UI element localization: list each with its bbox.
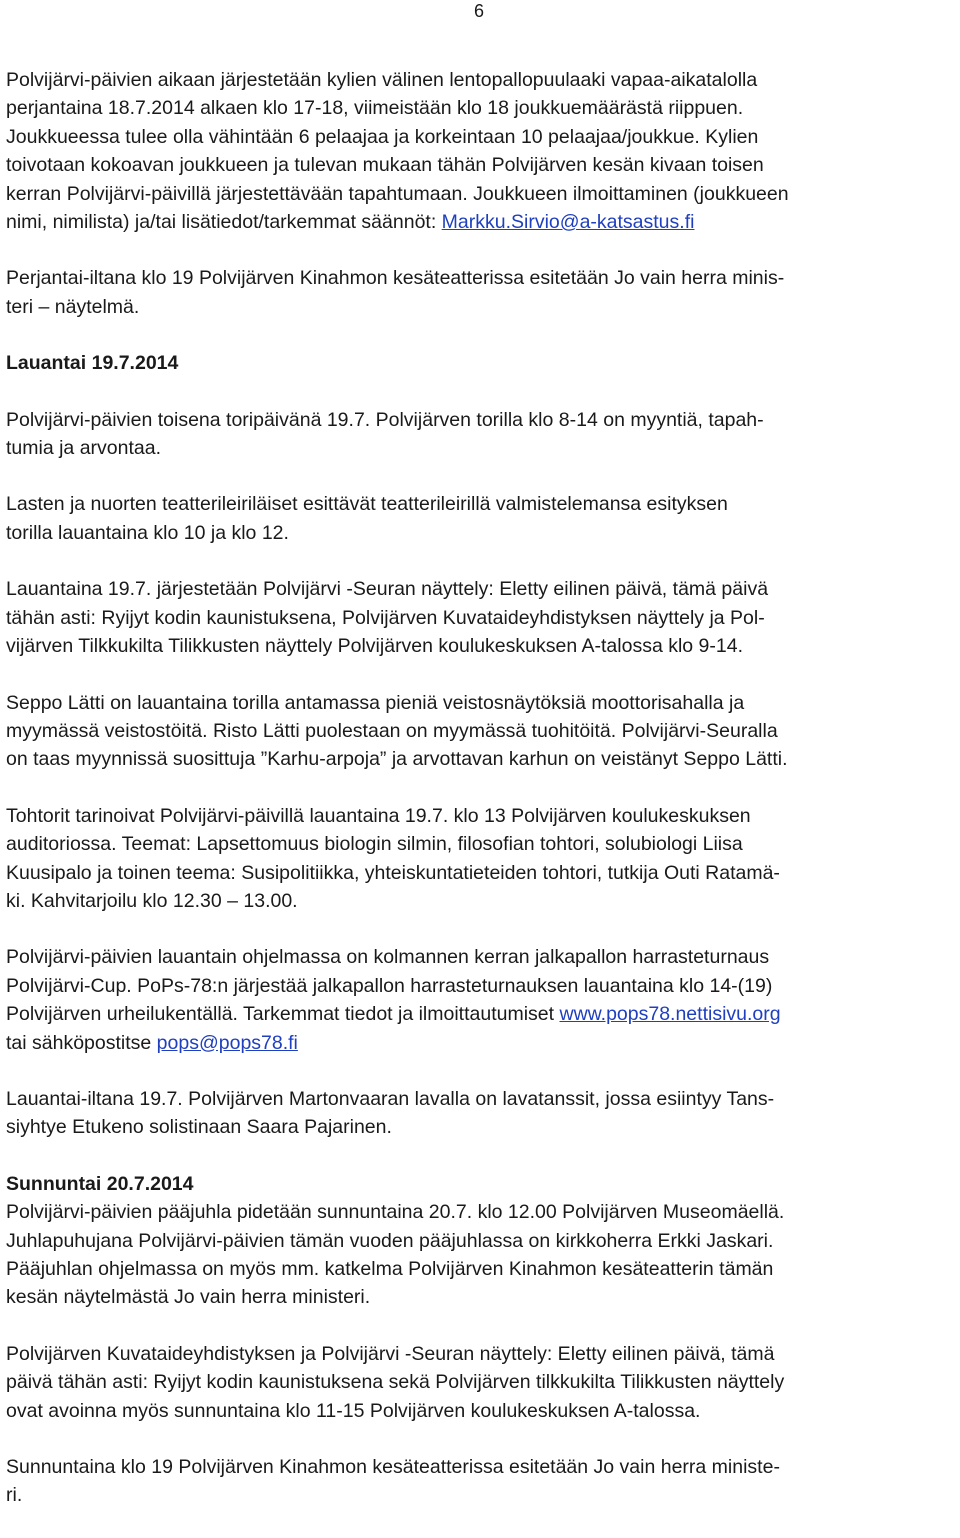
text-segment: Polvijärvi-päivien lauantain ohjelmassa on kolmannen kerran jalkapallon harrasteturnaus [6,946,770,969]
text-line [6,575,958,603]
paragraph [6,943,958,1057]
text-segment: Lasten ja nuorten teatterileiriläiset esittävät teatterileirillä valmistelemansa esityksen [6,493,728,516]
text-segment: auditoriossa. Teemat: Lapsettomuus biologin silmin, filosofian tohtori, solubiologi Liisa [6,833,743,856]
text-line [6,1029,958,1057]
text-segment: on taas myynnissä suosittuja ”Karhu-arpoja” ja arvottavan karhun on veistänyt Seppo Lätti. [6,748,788,771]
text-line [6,94,958,122]
text-line [6,887,958,915]
paragraph [6,264,958,321]
text-segment: nimi, nimilista) ja/tai lisätiedot/tarkemmat säännöt: [6,211,442,234]
text-segment: tähän asti: Ryijyt kodin kaunistuksena, Polvijärven Kuvataideyhdistyksen näyttely ja Pol- [6,606,765,629]
text-segment: myymässä veistostöitä. Risto Lätti puolestaan on myymässä tuohitöitä. Polvijärvi-Seuralla [6,719,778,742]
text-segment: toivotaan kokoavan joukkueen ja tulevan mukaan tähän Polvijärven kesän kivaan toisen [6,154,764,177]
text-line [6,151,958,179]
text-segment: Lauantaina 19.7. järjestetään Polvijärvi -Seuran näyttely: Eletty eilinen päivä, tämä päivä [6,578,769,601]
text-line [6,1170,958,1198]
text-line [6,745,958,773]
text-segment: tai sähköpostitse [6,1031,157,1054]
text-line [6,689,958,717]
text-line [6,632,958,660]
text-segment: Polvijärvi-päivien aikaan järjestetään kylien välinen lentopallopuulaaki vapaa-aikatalolla [6,69,758,91]
text-segment: Polvijärven Kuvataideyhdistyksen ja Polvijärvi -Seuran näyttely: Eletty eilinen päivä, tämä [6,1342,775,1365]
text-segment: siyhtye Etukeno solistinaan Saara Pajarinen. [6,1116,392,1139]
text-line [6,1000,958,1028]
text-line [6,180,958,208]
text-line [6,1085,958,1113]
hyperlink[interactable]: pops@pops78.fi [156,1031,298,1054]
text-segment: Polvijärvi-päivien pääjuhla pidetään sunnuntaina 20.7. klo 12.00 Polvijärven Museomäellä. [6,1201,785,1224]
paragraph [6,1198,958,1312]
text-segment: Kuusipalo ja toinen teema: Susipolitiikka, yhteiskuntatieteiden tohtori, tutkija Outi Ratamä- [6,861,780,884]
text-segment: Polvijärvi-päivien toisena toripäivänä 19.7. Polvijärven torilla klo 8-14 on myyntiä, tapah- [6,408,764,431]
text-segment: Sunnuntai 20.7.2014 [6,1172,194,1195]
hyperlink[interactable]: www.pops78.nettisivu.org [559,1003,781,1026]
text-line [6,802,958,830]
text-segment: Polvijärvi-Cup. PoPs-78:n järjestää jalkapallon harrasteturnauksen lauantaina klo 14-(19) [6,974,773,997]
paragraph [6,575,958,660]
text-line [6,717,958,745]
text-line [6,264,958,292]
text-segment: vijärven Tilkkukilta Tilikkusten näyttely Polvijärven koulukeskuksen A-talossa klo 9-14. [6,635,744,658]
text-line [6,1453,958,1481]
paragraph [6,1085,958,1142]
paragraph [6,406,958,463]
text-line [6,1481,958,1509]
text-line [6,1198,958,1226]
text-line [6,293,958,321]
paragraph [6,689,958,774]
document-body [6,66,958,1538]
text-segment: Sunnuntaina klo 19 Polvijärven Kinahmon kesäteatterissa esitetään Jo vain herra ministe- [6,1456,780,1479]
text-line [6,1397,958,1425]
text-segment: Pääjuhlan ohjelmassa on myös mm. katkelma Polvijärven Kinahmon kesäteatterin tämän [6,1258,774,1280]
text-segment: kesän näytelmästä Jo vain herra ministeri. [6,1286,371,1309]
text-segment: Lauantai-iltana 19.7. Polvijärven Martonvaaran lavalla on lavatanssit, jossa esiintyy Tans- [6,1087,775,1110]
text-line [6,830,958,858]
text-segment: torilla lauantaina klo 10 ja klo 12. [6,521,289,544]
text-segment: päivä tähän asti: Ryijyt kodin kaunistuksena sekä Polvijärven tilkkukilta Tilikkusten näyttely [6,1371,785,1394]
text-line [6,349,958,377]
text-segment: Juhlapuhujana Polvijärvi-päivien tämän vuoden pääjuhlassa on kirkkoherra Erkki Jaskari. [6,1229,774,1252]
text-line [6,434,958,462]
paragraph [6,490,958,547]
text-segment: ovat avoinna myös sunnuntaina klo 11-15 Polvijärven koulukeskuksen A-talossa. [6,1399,701,1422]
paragraph [6,802,958,916]
text-segment: kerran Polvijärvi-päivillä järjestettävään tapahtumaan. Joukkueen ilmoittaminen (joukkueen [6,182,789,205]
hyperlink[interactable]: Markku.Sirvio@a-katsastus.fi [441,211,695,234]
text-line [6,1283,958,1311]
text-line [6,1255,958,1283]
text-line [6,406,958,434]
text-line [6,490,958,518]
paragraph [6,1453,958,1510]
text-segment: tumia ja arvontaa. [6,437,162,460]
text-line [6,1340,958,1368]
text-segment: ki. Kahvitarjoilu klo 12.30 – 13.00. [6,889,298,912]
paragraph [6,66,958,236]
text-segment: Polvijärven urheilukentällä. Tarkemmat tiedot ja ilmoittautumiset [6,1003,560,1026]
text-line [6,208,958,236]
text-segment: perjantaina 18.7.2014 alkaen klo 17-18, viimeistään klo 18 joukkuemäärästä riippuen. [6,97,744,120]
text-line [6,604,958,632]
text-line [6,66,958,94]
text-line [6,1368,958,1396]
page-number: 6 [474,1,485,21]
text-line [6,943,958,971]
section-heading [6,1170,958,1198]
text-line [6,859,958,887]
text-line [6,1113,958,1141]
text-line [6,972,958,1000]
text-segment: Seppo Lätti on lauantaina torilla antamassa pieniä veistosnäytöksiä moottorisahalla ja [6,691,745,714]
text-segment: Perjantai-iltana klo 19 Polvijärven Kinahmon kesäteatterissa esitetään Jo vain herra minis- [6,267,785,290]
text-segment: Joukkueessa tulee olla vähintään 6 pelaajaa ja korkeintaan 10 pelaajaa/joukkue. Kylien [6,125,759,148]
text-line [6,1227,958,1255]
text-segment: ri. [6,1484,23,1507]
paragraph [6,1340,958,1425]
text-line [6,519,958,547]
text-segment: Lauantai 19.7.2014 [6,352,179,375]
text-line [6,123,958,151]
text-segment: Tohtorit tarinoivat Polvijärvi-päivillä lauantaina 19.7. klo 13 Polvijärven koulukeskuksen [6,804,751,827]
text-segment: teri – näytelmä. [6,295,140,318]
section-heading [6,349,958,377]
